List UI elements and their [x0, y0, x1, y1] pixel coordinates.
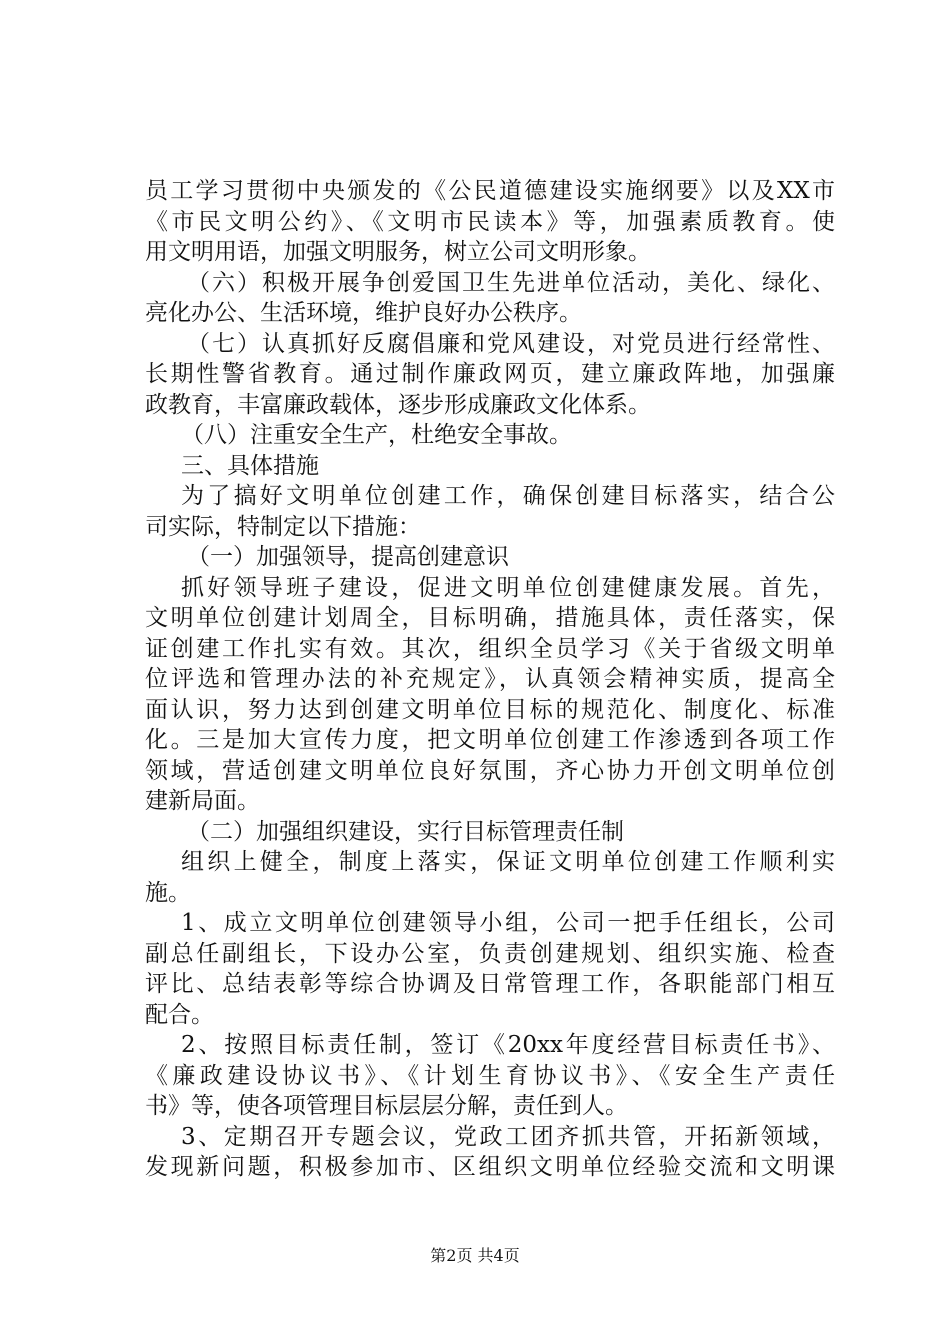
text-line: 评比、总结表彰等综合协调及日常管理工作，各职能部门相互 — [145, 971, 835, 997]
text-line: 发现新问题，积极参加市、区组织文明单位经验交流和文明课 — [145, 1154, 835, 1180]
list-item-3: 3、定期召开专题会议，党政工团齐抓共管，开拓新领域， — [181, 1123, 835, 1150]
text-line: 抓好领导班子建设，促进文明单位创建健康发展。首先， — [181, 574, 835, 601]
text-line: 位评选和管理办法的补充规定》，认真领会精神实质，提高全 — [145, 666, 835, 692]
text-line: 化。三是加大宣传力度，把文明单位创建工作渗透到各项工作 — [145, 727, 835, 753]
text-line: 副总任副组长，下设办公室，负责创建规划、组织实施、检查 — [145, 940, 835, 967]
text-line: 亮化办公、生活环境，维护良好办公秩序。 — [145, 300, 582, 326]
text-line: 用文明用语，加强文明服务，树立公司文明形象。 — [145, 239, 651, 265]
text-line: 配合。 — [145, 1001, 214, 1028]
document-body — [145, 176, 835, 1183]
list-item-1: 1、成立文明单位创建领导小组，公司一把手任组长，公司 — [181, 910, 835, 936]
text-line: 施。 — [145, 879, 191, 906]
text-line: 《廉政建设协议书》、《计划生育协议书》、《安全生产责任 — [145, 1062, 835, 1089]
text-line: 长期性警省教育。通过制作廉政网页，建立廉政阵地，加强廉 — [145, 361, 835, 387]
page-footer: 第2页 共4页 — [430, 1246, 520, 1265]
subsection-heading-2: （二）加强组织建设，实行目标管理责任制 — [187, 818, 624, 845]
text-line: 证创建工作扎实有效。其次，组织全员学习《关于省级文明单 — [145, 635, 835, 662]
list-item-2: 2、按照目标责任制，签订《20xx年度经营目标责任书》、 — [181, 1032, 835, 1058]
text-line: 政教育，丰富廉政载体，逐步形成廉政文化体系。 — [145, 391, 651, 418]
subsection-heading-1: （一）加强领导，提高创建意识 — [187, 544, 509, 570]
text-line: 为了搞好文明单位创建工作，确保创建目标落实，结合公 — [181, 483, 835, 509]
section-heading-6: （六）积极开展争创爱国卫生先进单位活动，美化、绿化、 — [187, 269, 835, 296]
text-line: 组织上健全，制度上落实，保证文明单位创建工作顺利实 — [181, 849, 835, 875]
text-line: 员工学习贯彻中央颁发的《公民道德建设实施纲要》以及XX市 — [145, 178, 835, 204]
text-line: 建新局面。 — [145, 788, 260, 814]
section-heading-7: （七）认真抓好反腐倡廉和党风建设，对党员进行经常性、 — [187, 330, 835, 357]
text-line: 领域，营适创建文明单位良好氛围，齐心协力开创文明单位创 — [145, 757, 835, 784]
text-line: 《市民文明公约》、《文明市民读本》等，加强素质教育。使 — [145, 208, 835, 235]
section-heading-8: （八）注重安全生产，杜绝安全事故。 — [181, 422, 572, 448]
text-line: 司实际，特制定以下措施： — [145, 513, 421, 540]
text-line: 文明单位创建计划周全，目标明确，措施具体，责任落实，保 — [145, 605, 835, 631]
chapter-heading-3: 三、具体措施 — [181, 452, 319, 479]
text-line: 面认识，努力达到创建文明单位目标的规范化、制度化、标准 — [145, 696, 835, 723]
text-line: 书》等，使各项管理目标层层分解，责任到人。 — [145, 1093, 628, 1119]
